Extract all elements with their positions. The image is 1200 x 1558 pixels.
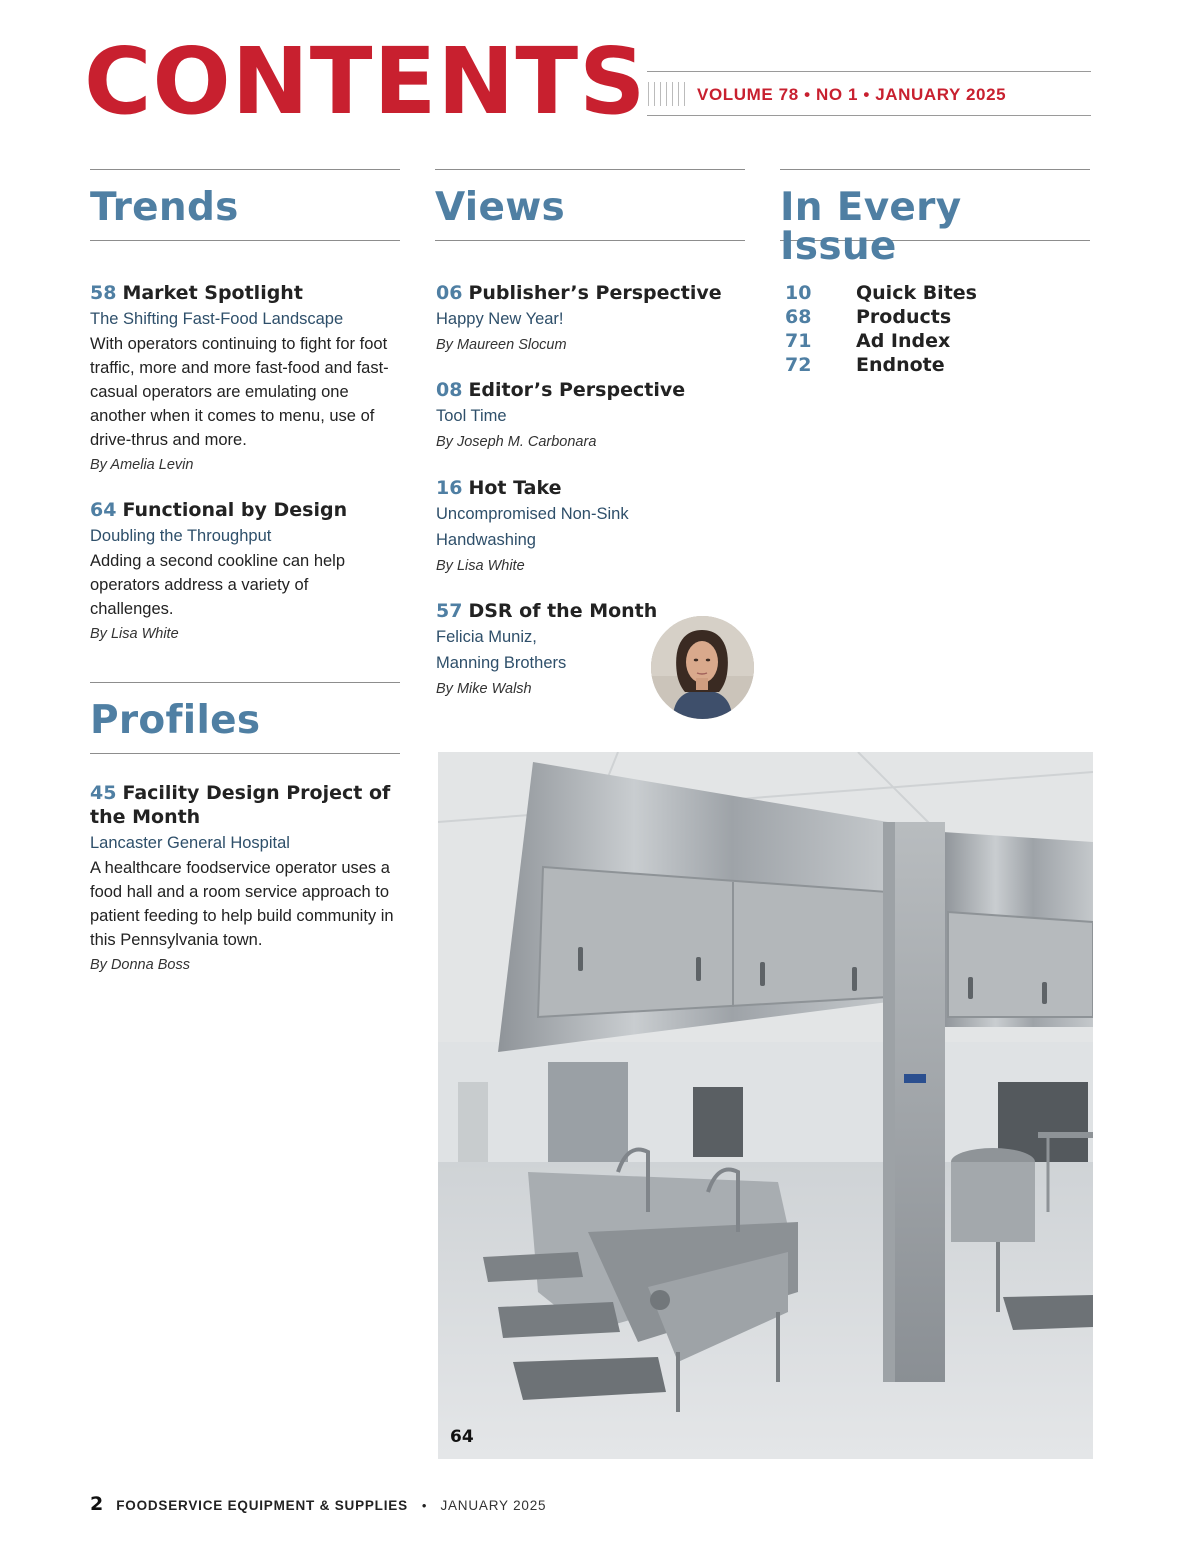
toc-entry-hot-take[interactable] bbox=[436, 476, 736, 577]
entry-title-text: Publisher’s Perspective bbox=[468, 282, 722, 304]
entry-title bbox=[436, 599, 656, 623]
entry-subtitle: Lancaster General Hospital bbox=[90, 834, 290, 852]
entry-page-number: 58 bbox=[90, 282, 117, 304]
photo-page-reference: 64 bbox=[450, 1427, 474, 1447]
entry-title bbox=[436, 378, 736, 402]
entry-subtitle-line1: Uncompromised Non-Sink bbox=[436, 505, 629, 523]
item-label: Endnote bbox=[856, 354, 945, 376]
masthead-tick-marks bbox=[648, 82, 688, 106]
entry-description: With operators continuing to fight for foot traffic, more and more fast-food and fast-casual operators are emulating one another when it comes to menu, use of drive-thrus and more. bbox=[90, 335, 389, 449]
footer-separator: • bbox=[421, 1498, 427, 1513]
entry-byline: By Lisa White bbox=[436, 558, 525, 574]
item-page-number: 68 bbox=[785, 306, 812, 328]
item-label: Quick Bites bbox=[856, 282, 977, 304]
entry-subtitle: Happy New Year! bbox=[436, 310, 564, 328]
entry-page-number: 64 bbox=[90, 499, 117, 521]
entry-byline: By Lisa White bbox=[90, 626, 179, 642]
item-label: Products bbox=[856, 306, 952, 328]
entry-byline: By Amelia Levin bbox=[90, 457, 194, 473]
kitchen-photo bbox=[438, 752, 1093, 1459]
entry-title-text: DSR of the Month bbox=[468, 600, 658, 622]
toc-entry-dsr-of-the-month[interactable] bbox=[436, 599, 656, 700]
footer-magazine-name: FOODSERVICE EQUIPMENT & SUPPLIES bbox=[116, 1498, 408, 1513]
list-item[interactable] bbox=[785, 353, 977, 377]
entry-page-number: 16 bbox=[436, 477, 463, 499]
entry-subtitle: Doubling the Throughput bbox=[90, 527, 272, 545]
entry-title-text: Editor’s Perspective bbox=[468, 379, 686, 401]
toc-entry-functional-by-design[interactable] bbox=[90, 498, 358, 645]
item-page-number: 10 bbox=[785, 282, 812, 304]
entry-byline: By Mike Walsh bbox=[436, 681, 532, 697]
entry-title bbox=[436, 476, 736, 500]
item-page-number: 72 bbox=[785, 354, 812, 376]
masthead-rule-top bbox=[647, 71, 1091, 72]
entry-title-text: Functional by Design bbox=[122, 499, 348, 521]
list-item[interactable] bbox=[785, 305, 977, 329]
item-page-number: 71 bbox=[785, 330, 812, 352]
entry-byline: By Maureen Slocum bbox=[436, 337, 567, 353]
section-heading: In Every Issue bbox=[780, 185, 962, 269]
entry-page-number: 08 bbox=[436, 379, 463, 401]
section-heading: Trends bbox=[90, 185, 239, 230]
list-item[interactable] bbox=[785, 329, 977, 353]
entry-description: A healthcare foodservice operator uses a food hall and a room service approach to patient feeding to help build community in this Pennsylvania town. bbox=[90, 859, 394, 949]
entry-title bbox=[90, 281, 402, 305]
entry-subtitle: The Shifting Fast-Food Landscape bbox=[90, 310, 344, 328]
toc-entry-facility-design-project[interactable] bbox=[90, 781, 402, 976]
entry-title-text: Facility Design Project of the Month bbox=[90, 782, 391, 828]
page-footer bbox=[90, 1493, 546, 1515]
entry-title bbox=[436, 281, 736, 305]
list-item[interactable] bbox=[785, 281, 977, 305]
section-header-trends bbox=[90, 169, 400, 241]
entry-page-number: 57 bbox=[436, 600, 463, 622]
entry-page-number: 45 bbox=[90, 782, 117, 804]
entry-subtitle: Tool Time bbox=[436, 407, 507, 425]
entry-page-number: 06 bbox=[436, 282, 463, 304]
entry-description: Adding a second cookline can help operators address a variety of challenges. bbox=[90, 552, 346, 618]
item-label: Ad Index bbox=[856, 330, 951, 352]
toc-entry-editors-perspective[interactable] bbox=[436, 378, 736, 453]
section-header-in-every-issue bbox=[780, 169, 1090, 269]
dsr-portrait-photo bbox=[651, 616, 754, 719]
in-every-issue-list bbox=[785, 281, 977, 377]
entry-subtitle-line2: Manning Brothers bbox=[436, 654, 567, 672]
entry-title bbox=[90, 498, 358, 522]
entry-subtitle-line2: Handwashing bbox=[436, 531, 536, 549]
entry-title bbox=[90, 781, 402, 829]
entry-title-text: Hot Take bbox=[468, 477, 562, 499]
kitchen-image bbox=[438, 752, 1093, 1459]
page-title: CONTENTS bbox=[84, 28, 647, 135]
toc-entry-market-spotlight[interactable] bbox=[90, 281, 402, 476]
entry-byline: By Joseph M. Carbonara bbox=[436, 434, 597, 450]
entry-title-text: Market Spotlight bbox=[122, 282, 303, 304]
issue-info: VOLUME 78 • NO 1 • JANUARY 2025 bbox=[697, 85, 1007, 104]
footer-page-number: 2 bbox=[90, 1493, 104, 1515]
section-header-views bbox=[435, 169, 745, 241]
section-heading: Views bbox=[435, 185, 566, 230]
entry-subtitle-line1: Felicia Muniz, bbox=[436, 628, 537, 646]
section-header-profiles bbox=[90, 682, 400, 754]
toc-entry-publishers-perspective[interactable] bbox=[436, 281, 736, 356]
portrait-image bbox=[651, 616, 754, 719]
section-heading: Profiles bbox=[90, 698, 261, 743]
masthead-rule-bottom bbox=[647, 115, 1091, 116]
footer-date: JANUARY 2025 bbox=[440, 1498, 547, 1513]
entry-byline: By Donna Boss bbox=[90, 957, 190, 973]
